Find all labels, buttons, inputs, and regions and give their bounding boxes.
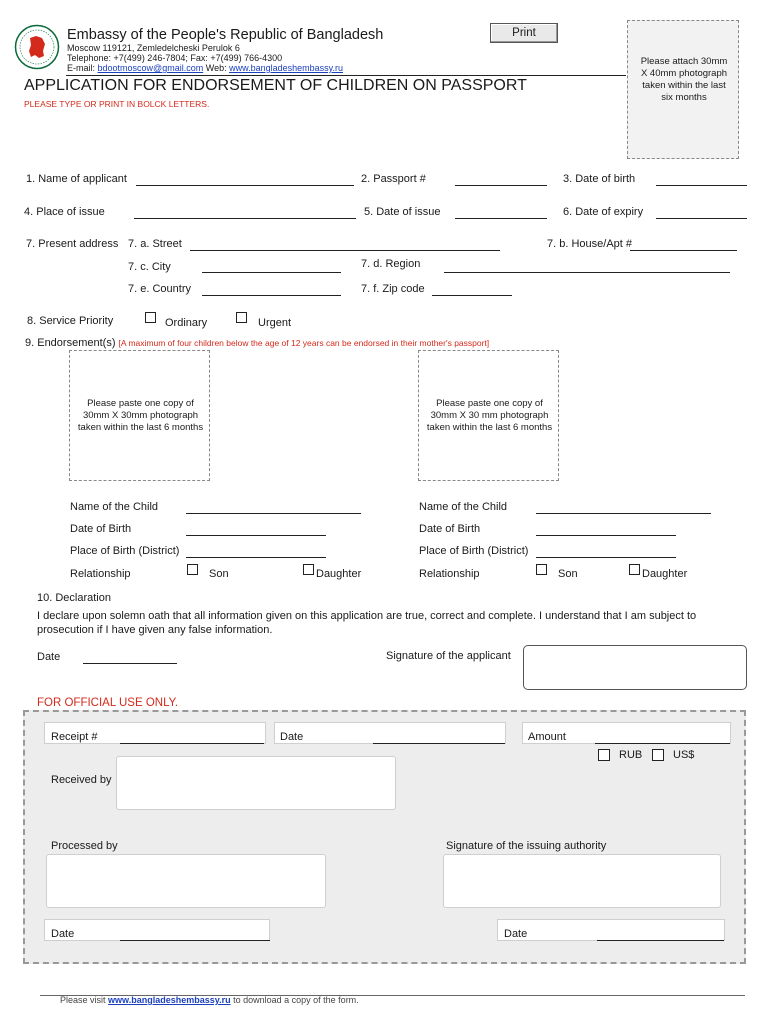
child1-name-input[interactable] xyxy=(186,513,361,514)
present-address-label: 7. Present address xyxy=(26,238,119,250)
rub-label: RUB xyxy=(619,749,643,761)
urgent-checkbox[interactable] xyxy=(236,312,247,323)
child2-dob-input[interactable] xyxy=(536,535,676,536)
processed-by-label: Processed by xyxy=(51,840,118,852)
processed-by-field[interactable] xyxy=(46,854,326,908)
child1-pob-label: Place of Birth (District) xyxy=(70,545,180,557)
footer-suffix: to download a copy of the form. xyxy=(233,995,359,1005)
child1-dob-input[interactable] xyxy=(186,535,326,536)
child2-son-label: Son xyxy=(558,568,578,580)
child2-name-input[interactable] xyxy=(536,513,711,514)
processed-date-input[interactable] xyxy=(120,940,270,941)
house-input[interactable] xyxy=(630,250,737,251)
declaration-text: I declare upon solemn oath that all information given on this application are true, correct and complete. I understand that I am subject to prosecution if I have given any false information. xyxy=(37,610,697,636)
receipt-input[interactable] xyxy=(120,743,264,744)
child1-relationship-label: Relationship xyxy=(70,568,131,580)
web-prefix: Web: xyxy=(205,63,227,73)
child1-name-label: Name of the Child xyxy=(70,501,159,513)
child1-photo-instruction: Please paste one copy of 30mm X 30mm photograph taken within the last 6 months xyxy=(77,398,204,433)
amount-label: Amount xyxy=(528,731,566,743)
date-of-expiry-label: 6. Date of expiry xyxy=(563,206,644,218)
website-link[interactable]: www.bangladeshembassy.ru xyxy=(229,63,343,73)
official-date-field[interactable] xyxy=(274,722,506,744)
declaration-heading: 10. Declaration xyxy=(37,592,111,604)
ordinary-checkbox[interactable] xyxy=(145,312,156,323)
child1-son-checkbox[interactable] xyxy=(187,564,198,575)
zip-input[interactable] xyxy=(432,295,512,296)
region-input[interactable] xyxy=(444,272,730,273)
passport-input[interactable] xyxy=(455,185,547,186)
embassy-address: Moscow 119121, Zemledelcheski Perulok 6 xyxy=(67,43,240,53)
issuing-date-input[interactable] xyxy=(597,940,724,941)
date-of-expiry-input[interactable] xyxy=(656,218,747,219)
child1-daughter-label: Daughter xyxy=(316,568,362,580)
child2-son-checkbox[interactable] xyxy=(536,564,547,575)
received-by-field[interactable] xyxy=(116,756,396,810)
page-subtitle: PLEASE TYPE OR PRINT IN BOLCK LETTERS. xyxy=(24,99,210,109)
child2-photo-box[interactable] xyxy=(418,350,559,481)
issuing-signature-field[interactable] xyxy=(443,854,721,908)
footer-prefix: Please visit xyxy=(60,995,106,1005)
amount-input[interactable] xyxy=(595,743,730,744)
applicant-signature-field[interactable] xyxy=(523,645,747,690)
child2-daughter-checkbox[interactable] xyxy=(629,564,640,575)
house-label: 7. b. House/Apt # xyxy=(547,238,632,250)
applicant-signature-label: Signature of the applicant xyxy=(386,650,511,662)
email-prefix: E-mail: xyxy=(67,63,96,73)
country-input[interactable] xyxy=(202,295,341,296)
place-of-issue-input[interactable] xyxy=(134,218,356,219)
header-divider xyxy=(66,75,626,76)
ordinary-label: Ordinary xyxy=(165,317,208,329)
page-title: APPLICATION FOR ENDORSEMENT OF CHILDREN ON PASSPORT xyxy=(24,77,527,94)
print-button-label: Print xyxy=(512,27,536,39)
date-of-birth-label: 3. Date of birth xyxy=(563,173,636,185)
street-input[interactable] xyxy=(190,250,500,251)
child2-dob-label: Date of Birth xyxy=(419,523,481,535)
country-label: 7. e. Country xyxy=(128,283,191,295)
child1-daughter-checkbox[interactable] xyxy=(303,564,314,575)
child2-pob-label: Place of Birth (District) xyxy=(419,545,529,557)
child2-photo-instruction: Please paste one copy of 30mm X 30 mm photograph taken within the last 6 months xyxy=(426,398,553,433)
child2-daughter-label: Daughter xyxy=(642,568,688,580)
footer-link[interactable]: www.bangladeshembassy.ru xyxy=(108,995,231,1005)
child1-photo-box[interactable] xyxy=(69,350,210,481)
city-input[interactable] xyxy=(202,272,341,273)
applicant-photo-box[interactable] xyxy=(627,20,739,159)
city-label: 7. c. City xyxy=(128,261,171,273)
child1-dob-label: Date of Birth xyxy=(70,523,132,535)
processed-date-field[interactable] xyxy=(44,919,270,941)
region-label: 7. d. Region xyxy=(361,258,421,270)
declaration-date-label: Date xyxy=(37,651,61,663)
declaration-date-input[interactable] xyxy=(83,663,177,664)
usd-label: US$ xyxy=(673,749,695,761)
zip-label: 7. f. Zip code xyxy=(361,283,425,295)
official-date-input[interactable] xyxy=(373,743,505,744)
endorsement-label xyxy=(25,337,489,349)
issuing-date-field[interactable] xyxy=(497,919,725,941)
child1-son-label: Son xyxy=(209,568,229,580)
passport-label: 2. Passport # xyxy=(361,173,426,185)
place-of-issue-label: 4. Place of issue xyxy=(24,206,105,218)
embassy-contact xyxy=(67,63,343,73)
receipt-label: Receipt # xyxy=(51,731,98,743)
endorsement-heading: 9. Endorsement(s) xyxy=(25,337,116,349)
embassy-seal-icon xyxy=(14,24,60,70)
embassy-telephone: Telephone: +7(499) 246-7804; Fax: +7(499) 766-4300 xyxy=(67,53,283,63)
street-label: 7. a. Street xyxy=(128,238,182,250)
received-by-label: Received by xyxy=(51,774,112,786)
usd-checkbox[interactable] xyxy=(652,749,664,761)
endorsement-note: [A maximum of four children below the age of 12 years can be endorsed in their mother's passport] xyxy=(118,338,490,348)
child2-name-label: Name of the Child xyxy=(419,501,508,513)
official-use-heading: FOR OFFICIAL USE ONLY. xyxy=(37,697,179,709)
issuing-signature-label: Signature of the issuing authority xyxy=(446,840,607,852)
urgent-label: Urgent xyxy=(258,317,292,329)
processed-date-label: Date xyxy=(51,928,75,940)
email-link[interactable]: bdootmoscow@gmail.com xyxy=(97,63,204,73)
applicant-photo-instruction: Please attach 30mm X 40mm photograph taken within the last six months xyxy=(640,56,728,103)
service-priority-label: 8. Service Priority xyxy=(27,315,114,327)
date-of-issue-label: 5. Date of issue xyxy=(364,206,441,218)
official-date-label: Date xyxy=(280,731,304,743)
child1-pob-input[interactable] xyxy=(186,557,326,558)
child2-pob-input[interactable] xyxy=(536,557,676,558)
date-of-birth-input[interactable] xyxy=(656,185,747,186)
child2-relationship-label: Relationship xyxy=(419,568,480,580)
embassy-name: Embassy of the People's Republic of Bangladesh xyxy=(67,27,384,43)
rub-checkbox[interactable] xyxy=(598,749,610,761)
name-of-applicant-input[interactable] xyxy=(136,185,354,186)
print-button[interactable] xyxy=(490,23,558,43)
issuing-date-label: Date xyxy=(504,928,528,940)
date-of-issue-input[interactable] xyxy=(455,218,547,219)
name-of-applicant-label: 1. Name of applicant xyxy=(26,173,127,185)
footer-text xyxy=(60,995,359,1005)
